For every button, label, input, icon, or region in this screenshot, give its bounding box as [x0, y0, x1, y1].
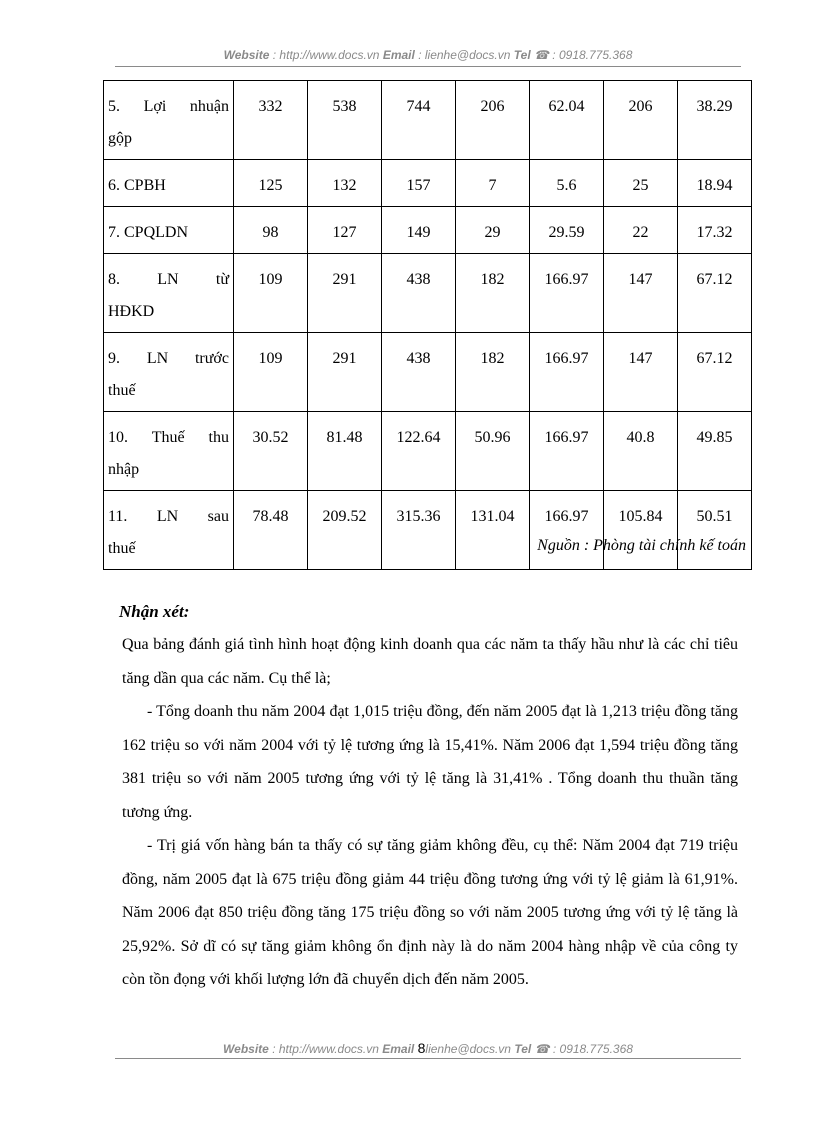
table-cell: 122.64 — [382, 412, 456, 491]
table-cell: 206 — [456, 81, 530, 160]
row-label-line: thuế — [108, 382, 136, 399]
table-cell: 538 — [308, 81, 382, 160]
row-label-line: 6. CPBH — [108, 177, 166, 194]
row-label — [104, 412, 234, 491]
page-number: 8 — [417, 1040, 426, 1056]
table-cell: 147 — [604, 254, 678, 333]
table-row — [104, 160, 752, 207]
table-cell: 149 — [382, 207, 456, 254]
footer-email-value: lienhe@docs.vn — [425, 1042, 511, 1056]
row-label-line: thuế — [108, 540, 136, 557]
header-email-value: : lienhe@docs.vn — [418, 48, 511, 62]
table-cell: 315.36 — [382, 491, 456, 570]
table-cell: 50.51 — [678, 491, 752, 570]
table-cell: 22 — [604, 207, 678, 254]
header-email-label: Email — [382, 48, 415, 62]
footer-tel-value: ☎ : 0918.775.368 — [534, 1042, 633, 1056]
row-label — [104, 254, 234, 333]
header-website-label: Website — [223, 48, 270, 62]
table-cell: 291 — [308, 333, 382, 412]
table-cell: 131.04 — [456, 491, 530, 570]
row-label — [104, 491, 234, 570]
table-row — [104, 207, 752, 254]
header-tel-value: ☎ : 0918.775.368 — [534, 48, 633, 62]
row-label — [104, 207, 234, 254]
row-label-line: 9. LN trước — [108, 350, 229, 367]
row-label — [104, 333, 234, 412]
table-cell: 29 — [456, 207, 530, 254]
row-label-line: HĐKD — [108, 303, 155, 320]
row-label-line: nhập — [108, 461, 140, 478]
table-cell: 109 — [234, 254, 308, 333]
page-footer — [115, 1040, 741, 1059]
table-cell: 62.04 — [530, 81, 604, 160]
business-results-table — [103, 80, 752, 570]
table-row — [104, 333, 752, 412]
table-row — [104, 81, 752, 160]
table-cell: 105.84 — [604, 491, 678, 570]
table-cell: 166.97 — [530, 491, 604, 570]
footer-website-label: Website — [223, 1042, 269, 1056]
table-cell: 438 — [382, 333, 456, 412]
remarks-paragraph-revenue: - Tổng doanh thu năm 2004 đạt 1,015 triệu đồng, đến năm 2005 đạt là 1,213 triệu đồng tăng 162 triệu so với năm 2004 với tỷ lệ tương ứng là 15,41%. Năm 2006 đạt 1,594 triệu đồng tăng 381 triệu so với năm 2005 tương ứng với tỷ lệ tăng là 31,41% . Tổng doanh thu thuần tăng tương ứng. — [122, 703, 738, 821]
row-label-line: 11. LN sau — [108, 508, 229, 525]
table-cell: 17.32 — [678, 207, 752, 254]
table-cell: 157 — [382, 160, 456, 207]
table-cell: 49.85 — [678, 412, 752, 491]
table-cell: 291 — [308, 254, 382, 333]
row-label-line: 7. CPQLDN — [108, 224, 189, 241]
table-cell: 166.97 — [530, 254, 604, 333]
row-label-line: 8. LN từ — [108, 271, 229, 288]
table-cell: 7 — [456, 160, 530, 207]
row-label — [104, 81, 234, 160]
table-cell: 29.59 — [530, 207, 604, 254]
table-cell: 166.97 — [530, 333, 604, 412]
table-cell: 109 — [234, 333, 308, 412]
table-cell: 5.6 — [530, 160, 604, 207]
footer-email-label: Email — [382, 1042, 415, 1056]
remarks-body — [122, 628, 738, 997]
table-row — [104, 491, 752, 570]
table-cell: 209.52 — [308, 491, 382, 570]
table-cell: 182 — [456, 333, 530, 412]
row-label-line: 10. Thuế thu — [108, 429, 229, 446]
table-row — [104, 412, 752, 491]
table-row — [104, 254, 752, 333]
table-cell: 127 — [308, 207, 382, 254]
table-cell: 67.12 — [678, 254, 752, 333]
table-cell: 81.48 — [308, 412, 382, 491]
table-cell: 18.94 — [678, 160, 752, 207]
row-label-line: 5. Lợi nhuận — [108, 98, 229, 115]
table-cell: 67.12 — [678, 333, 752, 412]
table-cell: 438 — [382, 254, 456, 333]
remarks-paragraph-intro: Qua bảng đánh giá tình hình hoạt động kinh doanh qua các năm ta thấy hầu như là các chỉ tiêu tăng dần qua các năm. Cụ thể là; — [122, 636, 738, 687]
table-cell: 50.96 — [456, 412, 530, 491]
table-cell: 78.48 — [234, 491, 308, 570]
row-label — [104, 160, 234, 207]
table-cell: 744 — [382, 81, 456, 160]
header-website-value: : http://www.docs.vn — [272, 48, 380, 62]
table-cell: 125 — [234, 160, 308, 207]
table-cell: 332 — [234, 81, 308, 160]
remarks-title: Nhận xét: — [119, 602, 190, 621]
footer-website-value: : http://www.docs.vn — [272, 1042, 379, 1056]
header-tel-label: Tel — [513, 48, 531, 62]
page-header — [115, 48, 741, 67]
table-cell: 147 — [604, 333, 678, 412]
table-body — [104, 81, 752, 570]
table-cell: 98 — [234, 207, 308, 254]
table-cell: 25 — [604, 160, 678, 207]
table-cell: 166.97 — [530, 412, 604, 491]
row-label-line: gộp — [108, 130, 132, 147]
table-cell: 30.52 — [234, 412, 308, 491]
table-cell: 38.29 — [678, 81, 752, 160]
footer-tel-label: Tel — [514, 1042, 532, 1056]
table-cell: 40.8 — [604, 412, 678, 491]
remarks-paragraph-cogs: - Trị giá vốn hàng bán ta thấy có sự tăng giảm không đều, cụ thể: Năm 2004 đạt 719 triệu đồng, năm 2005 đạt là 675 triệu đồng giảm 44 triệu đồng tương ứng với tỷ lệ giảm là 61,91%. Năm 2006 đạt 850 triệu đồng tăng 175 triệu đồng so với năm 2005 tương ứng với tỷ lệ tăng là 25,92%. Sở dĩ có sự tăng giảm không ổn định này là do năm 2004 hàng nhập về của công ty còn tồn đọng với khối lượng lớn đã chuyển dịch đến năm 2005. — [122, 837, 738, 988]
table-source-note: Nguồn : Phòng tài chính kế toán — [537, 537, 746, 554]
table-cell: 182 — [456, 254, 530, 333]
table-cell: 206 — [604, 81, 678, 160]
table-cell: 132 — [308, 160, 382, 207]
